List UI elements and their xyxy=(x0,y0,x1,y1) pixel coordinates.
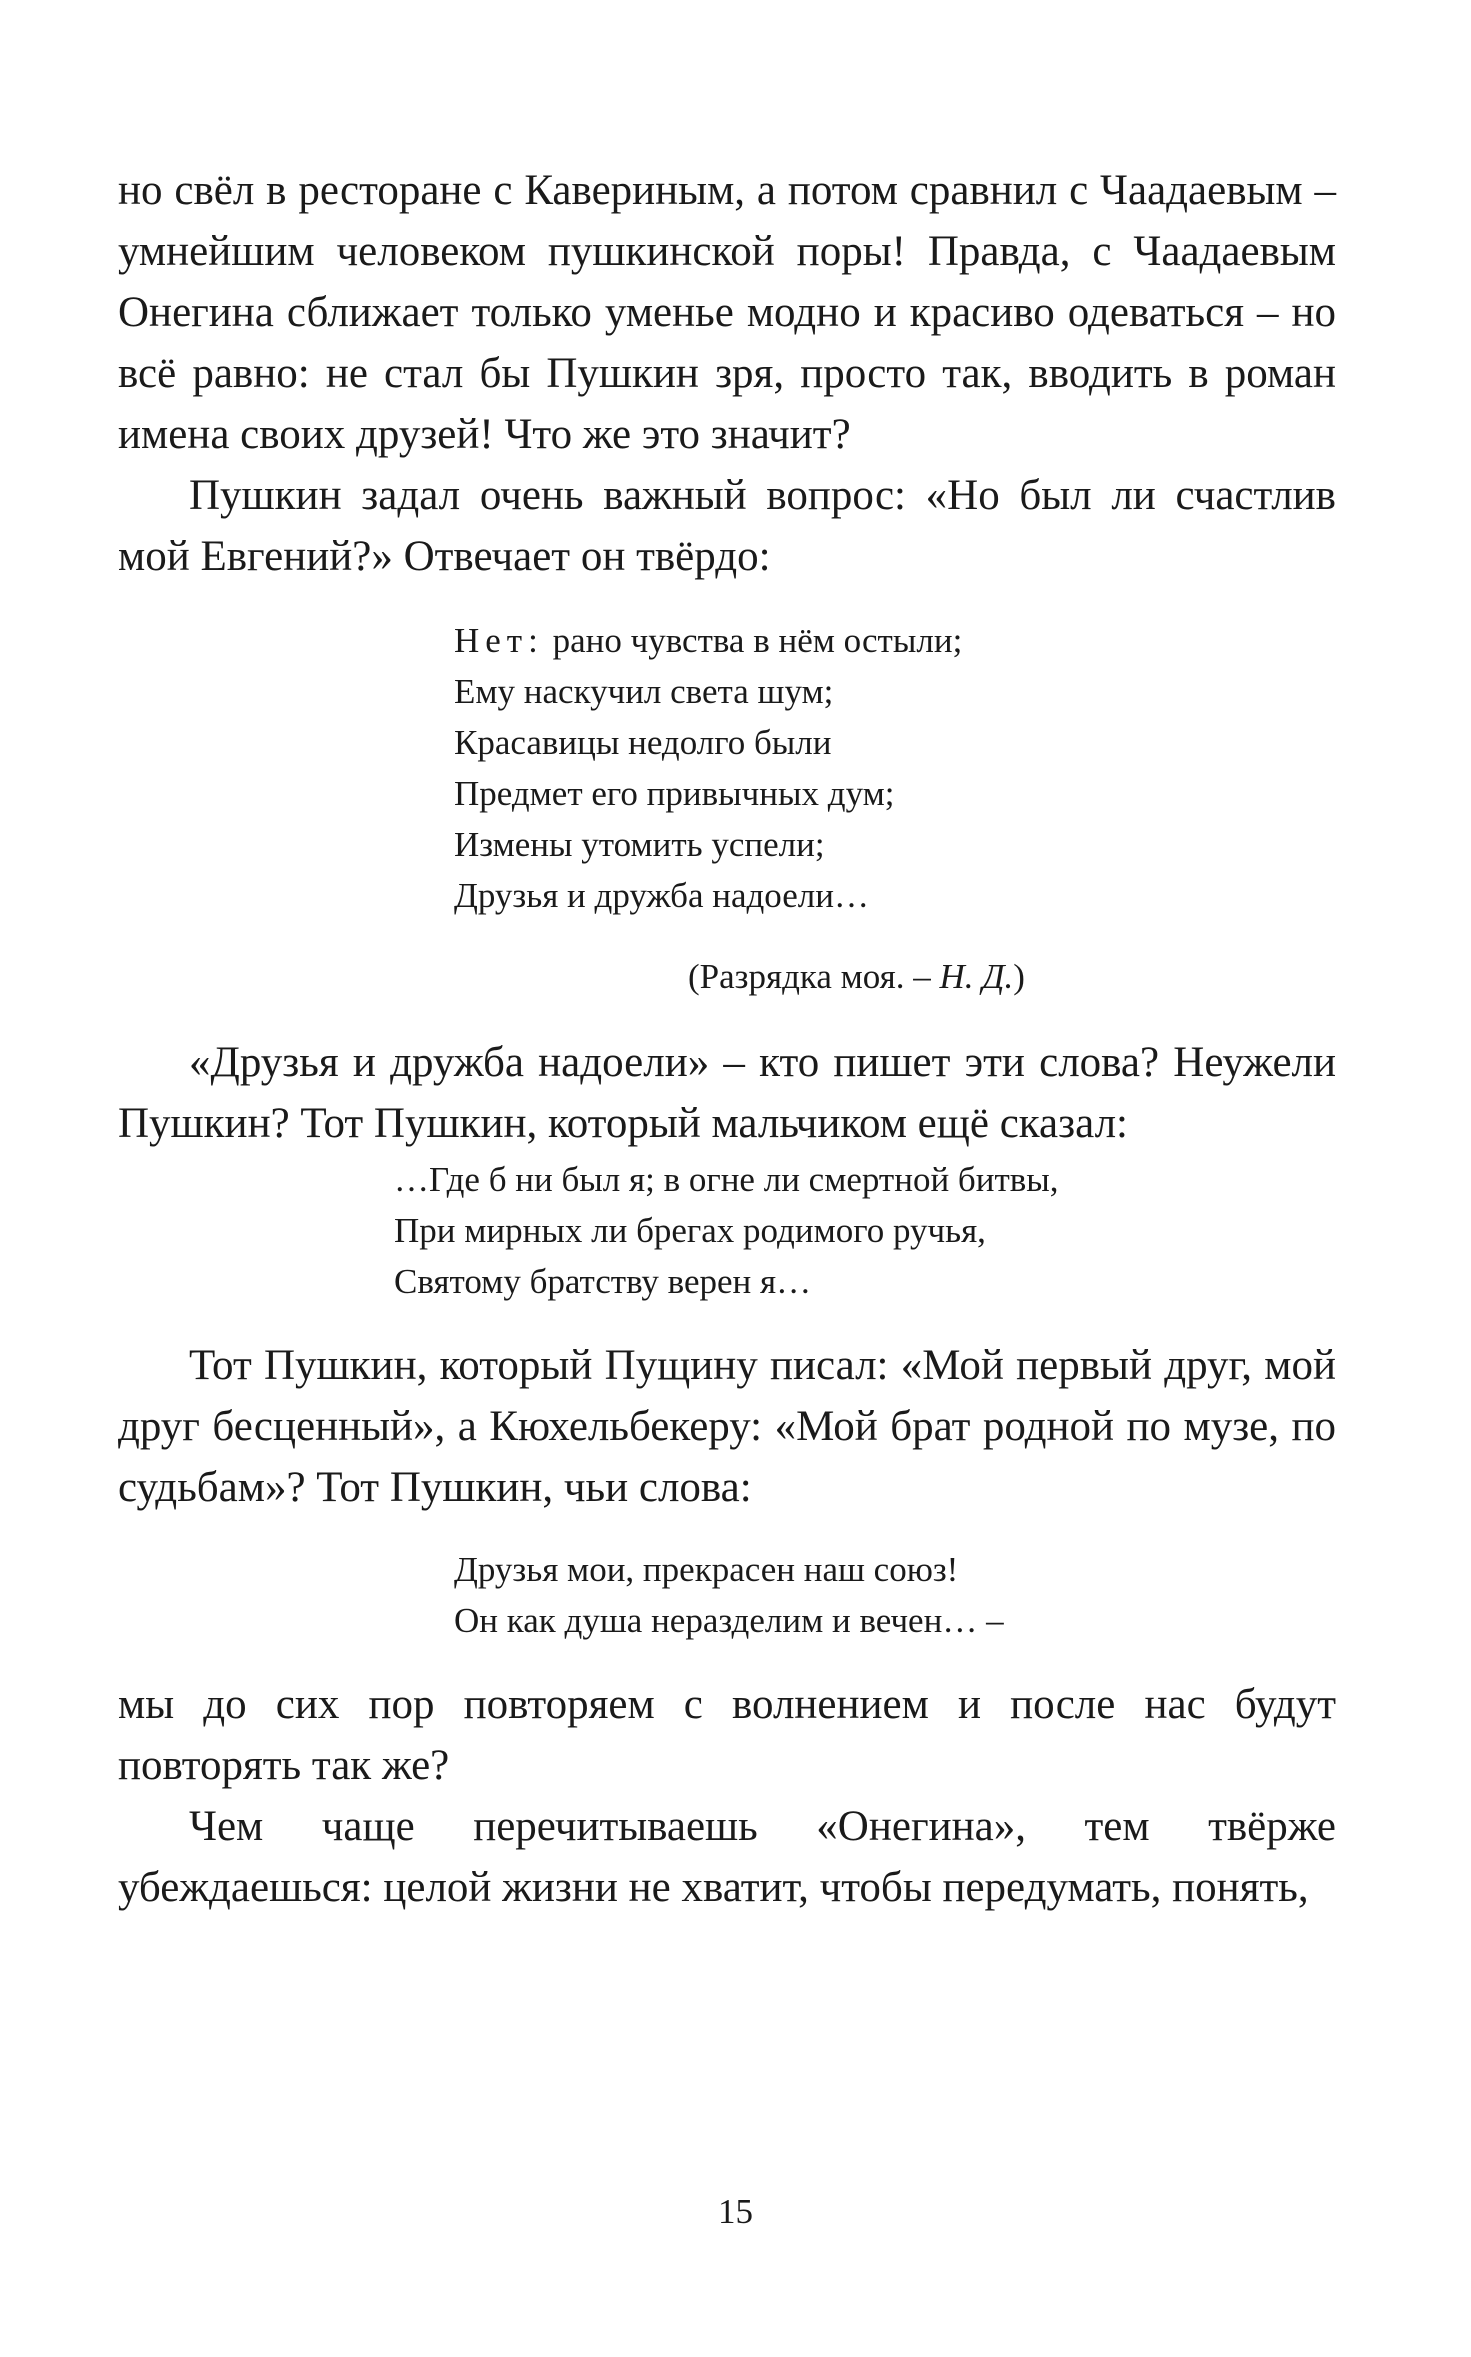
verse-2-line-1: …Где б ни был я; в огне ли смертной битвы, xyxy=(394,1160,1059,1199)
paragraph-3: «Друзья и дружба надоели» – кто пишет эти слова? Неужели Пушкин? Тот Пушкин, который мальчиком ещё сказал: xyxy=(118,1039,1336,1147)
verse-3-line-1: Друзья мои, прекрасен наш союз! xyxy=(454,1550,959,1589)
paragraph-5: мы до сих пор повторяем с волнением и после нас будут повторять так же? xyxy=(118,1681,1336,1789)
verse-1-line-4: Предмет его привычных дум; xyxy=(454,774,895,813)
verse-1-line-5: Измены утомить успели; xyxy=(454,825,825,864)
spaced-word: Нет: xyxy=(454,621,544,660)
verse-quote-3 xyxy=(454,1544,1336,1646)
verse-1-line-6: Друзья и дружба надоели… xyxy=(454,876,869,915)
paragraph-2: Пушкин задал очень важный вопрос: «Но был ли счастлив мой Евгений?» Отвечает он твёрдо: xyxy=(118,472,1336,580)
verse-1-line-1: Нет: рано чувства в нём остыли; xyxy=(454,621,963,660)
page-body xyxy=(118,160,1336,1918)
verse-quote-1 xyxy=(454,615,1336,921)
paragraph-1: но свёл в ресторане с Кавериным, а потом сравнил с Чаадаевым – умнейшим человеком пушкинской поры! Правда, с Чаадаевым Онегина сближает только уменье модно и красиво одеваться – но всё равно: не стал бы Пушкин зря, просто так, вводить в роман имена своих друзей! Что же это значит? xyxy=(118,167,1336,458)
verse-2-line-3: Святому братству верен я… xyxy=(394,1262,812,1301)
paragraph-6: Чем чаще перечитываешь «Онегина», тем твёрже убеждаешься: целой жизни не хватит, чтобы передумать, понять, xyxy=(118,1803,1336,1911)
author-note: (Разрядка моя. – Н. Д.) xyxy=(688,957,1025,996)
paragraph-4: Тот Пушкин, который Пущину писал: «Мой первый друг, мой друг бесценный», а Кюхельбекеру: «Мой брат родной по музе, по судьбам»? Тот Пушкин, чьи слова: xyxy=(118,1342,1336,1511)
verse-1-line-2: Ему наскучил света шум; xyxy=(454,672,834,711)
verse-1-line-3: Красавицы недолго были xyxy=(454,723,832,762)
verse-quote-2 xyxy=(394,1154,1336,1307)
verse-3-line-2: Он как душа неразделим и вечен… – xyxy=(454,1601,1004,1640)
page-number: 15 xyxy=(718,2192,753,2231)
note-author: Н. Д. xyxy=(939,957,1014,996)
verse-2-line-2: При мирных ли брегах родимого ручья, xyxy=(394,1211,986,1250)
